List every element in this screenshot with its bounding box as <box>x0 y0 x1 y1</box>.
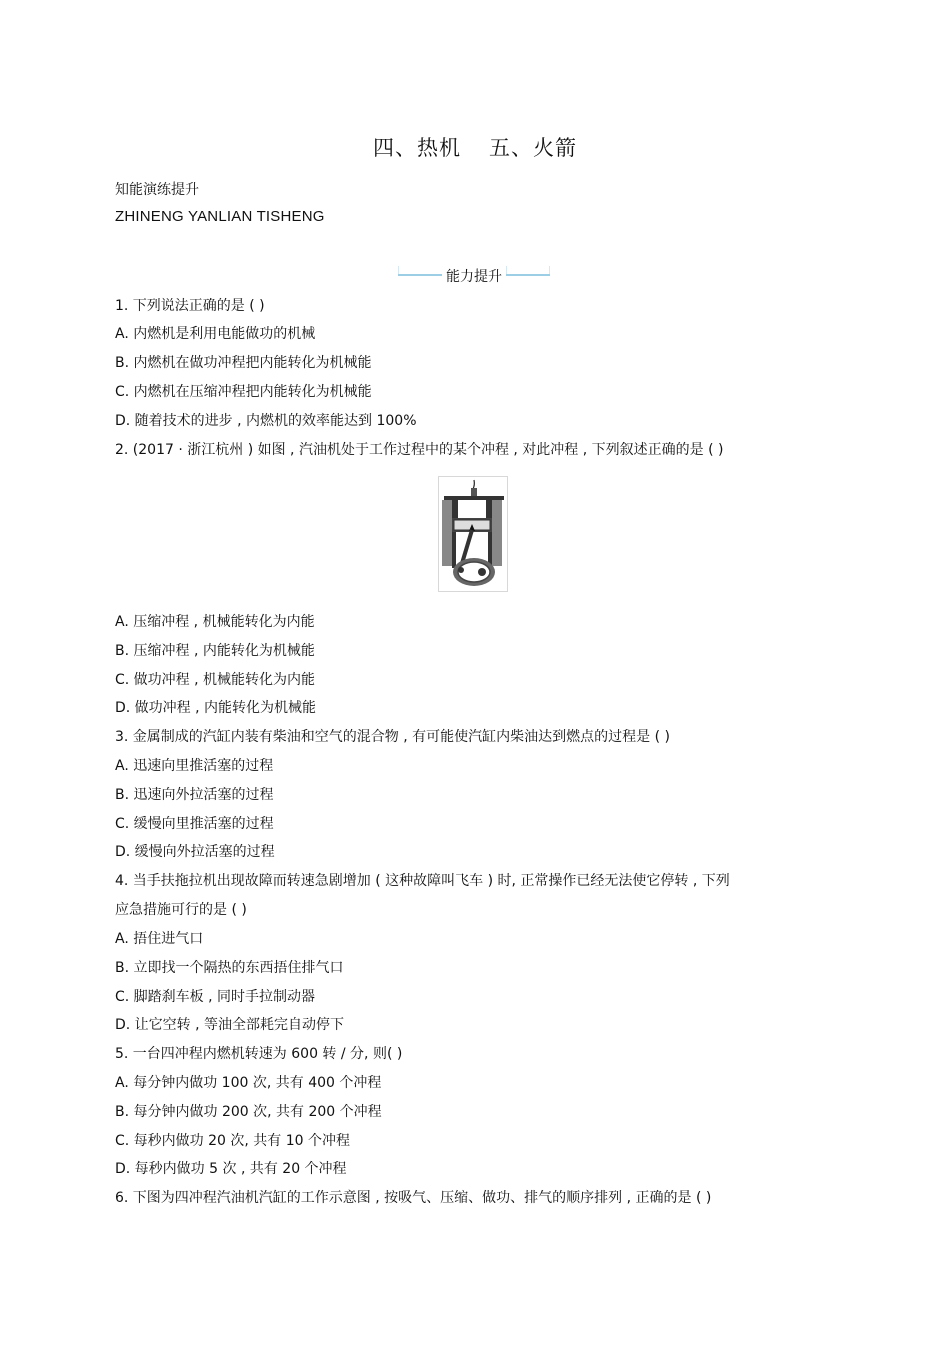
q3-option-b: B. 迅速向外拉活塞的过程 <box>115 787 274 803</box>
subtitle-chinese: 知能演练提升 <box>115 182 199 198</box>
q2-option-b: B. 压缩冲程 , 内能转化为机械能 <box>115 643 315 659</box>
engine-cylinder-figure <box>438 476 508 592</box>
q3-option-c: C. 缓慢向里推活塞的过程 <box>115 816 274 832</box>
q5-option-b: B. 每分钟内做功 200 次, 共有 200 个冲程 <box>115 1104 382 1120</box>
q5-option-d: D. 每秒内做功 5 次 , 共有 20 个冲程 <box>115 1161 347 1177</box>
q4-option-d: D. 让它空转 , 等油全部耗完自动停下 <box>115 1017 345 1033</box>
q4-option-c: C. 脚踏刹车板 , 同时手拉制动器 <box>115 989 316 1005</box>
question-6: 6. 下图为四冲程汽油机汽缸的工作示意图 , 按吸气、压缩、做功、排气的顺序排列 , 正确的是 ( ) <box>115 1190 712 1206</box>
q1-option-a: A. 内燃机是利用电能做功的机械 <box>115 326 316 342</box>
title-part-a: 四、热机 <box>373 136 461 160</box>
q1-option-c: C. 内燃机在压缩冲程把内能转化为机械能 <box>115 384 372 400</box>
q1-option-d: D. 随着技术的进步 , 内燃机的效率能达到 100% <box>115 413 417 429</box>
q4-option-a: A. 捂住进气口 <box>115 931 204 947</box>
page-title <box>0 132 950 162</box>
piston-engine-diagram <box>438 476 508 592</box>
q3-option-d: D. 缓慢向外拉活塞的过程 <box>115 844 275 860</box>
q4-option-b: B. 立即找一个隔热的东西捂住排气口 <box>115 960 344 976</box>
title-part-b: 五、火箭 <box>489 136 577 160</box>
question-5: 5. 一台四冲程内燃机转速为 600 转 / 分, 则( ) <box>115 1046 403 1062</box>
section-divider-left <box>398 274 442 276</box>
question-4-line-2: 应急措施可行的是 ( ) <box>115 902 247 918</box>
question-3: 3. 金属制成的汽缸内装有柴油和空气的混合物 , 有可能使汽缸内柴油达到燃点的过程是 ( ) <box>115 729 670 745</box>
q2-option-a: A. 压缩冲程 , 机械能转化为内能 <box>115 614 315 630</box>
question-2: 2. (2017 · 浙江杭州 ) 如图 , 汽油机处于工作过程中的某个冲程 , 对此冲程 , 下列叙述正确的是 ( ) <box>115 442 724 458</box>
q5-option-a: A. 每分钟内做功 100 次, 共有 400 个冲程 <box>115 1075 382 1091</box>
question-4-line-1: 4. 当手扶拖拉机出现故障而转速急剧增加 ( 这种故障叫飞车 ) 时, 正常操作已经无法使它停转 , 下列 <box>115 873 730 889</box>
question-1: 1. 下列说法正确的是 ( ) <box>115 298 265 314</box>
q3-option-a: A. 迅速向里推活塞的过程 <box>115 758 274 774</box>
q2-option-d: D. 做功冲程 , 内能转化为机械能 <box>115 700 317 716</box>
q2-option-c: C. 做功冲程 , 机械能转化为内能 <box>115 672 316 688</box>
q5-option-c: C. 每秒内做功 20 次, 共有 10 个冲程 <box>115 1133 351 1149</box>
subtitle-pinyin: ZHINENG YANLIAN TISHENG <box>115 208 325 225</box>
q1-option-b: B. 内燃机在做功冲程把内能转化为机械能 <box>115 355 372 371</box>
section-divider-right <box>506 274 550 276</box>
section-header <box>398 264 550 286</box>
section-label: 能力提升 <box>446 269 502 285</box>
